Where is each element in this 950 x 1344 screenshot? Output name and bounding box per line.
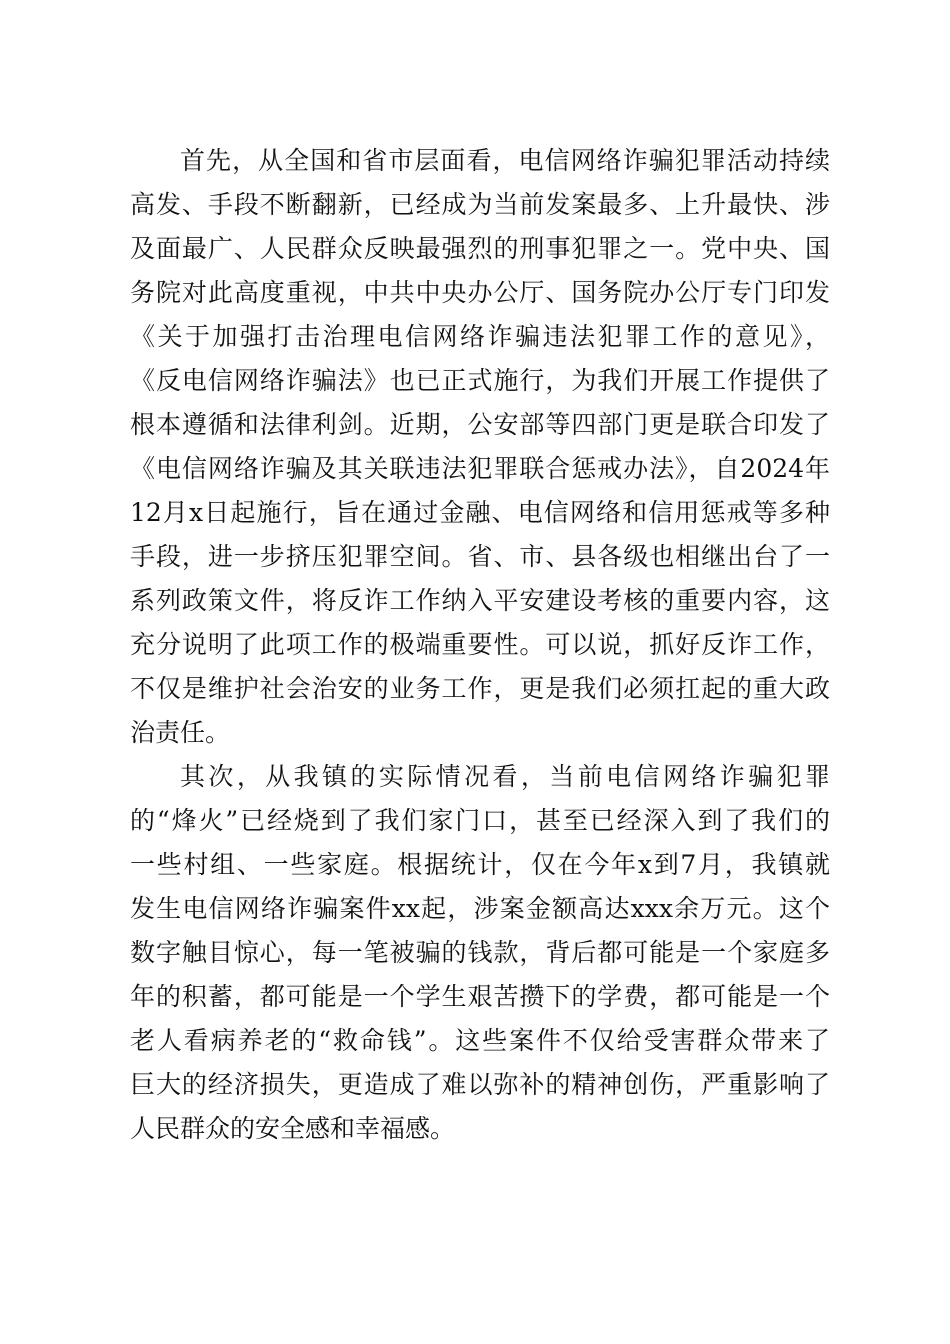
- paragraph-line: 的“烽火”已经烧到了我们家门口，甚至已经深入到了我们的: [130, 806, 830, 835]
- paragraph-line: 人民群众的安全感和幸福感。: [130, 1114, 456, 1143]
- paragraph-line: 不仅是维护社会治安的业务工作，更是我们必须扛起的重大政: [130, 674, 830, 703]
- paragraph-line: 首先，从全国和省市层面看，电信网络诈骗犯罪活动持续: [180, 146, 830, 175]
- paragraph-line: 年的积蓄，都可能是一个学生艰苦攒下的学费，都可能是一个: [130, 982, 830, 1011]
- paragraph-line: 数字触目惊心，每一笔被骗的钱款，背后都可能是一个家庭多: [130, 938, 830, 967]
- paragraph-line: 《关于加强打击治理电信网络诈骗违法犯罪工作的意见》，: [130, 322, 830, 351]
- paragraph-line: 一些村组、一些家庭。根据统计，仅在今年x到7月，我镇就: [130, 850, 830, 879]
- paragraph-line: 治责任。: [130, 718, 231, 747]
- paragraph-line: 根本遵循和法律利剑。近期，公安部等四部门更是联合印发了: [130, 410, 830, 439]
- paragraph-line: 系列政策文件，将反诈工作纳入平安建设考核的重要内容，这: [130, 586, 830, 615]
- paragraph-line: 《电信网络诈骗及其关联违法犯罪联合惩戒办法》，自2024年: [130, 454, 830, 483]
- paragraph-line: 巨大的经济损失，更造成了难以弥补的精神创伤，严重影响了: [130, 1070, 830, 1099]
- paragraph-line: 手段，进一步挤压犯罪空间。省、市、县各级也相继出台了一: [130, 542, 830, 571]
- paragraph-line: 充分说明了此项工作的极端重要性。可以说，抓好反诈工作，: [130, 630, 830, 659]
- paragraph-line: 老人看病养老的“救命钱”。这些案件不仅给受害群众带来了: [130, 1026, 830, 1055]
- paragraph-town-situation: [130, 755, 830, 1151]
- paragraph-line: 12月x日起施行，旨在通过金融、电信网络和信用惩戒等多种: [130, 498, 830, 527]
- paragraph-line: 发生电信网络诈骗案件xx起，涉案金额高达xxx余万元。这个: [130, 894, 830, 923]
- paragraph-line: 高发、手段不断翻新，已经成为当前发案最多、上升最快、涉: [130, 190, 830, 219]
- paragraph-line: 其次，从我镇的实际情况看，当前电信网络诈骗犯罪: [180, 762, 830, 791]
- paragraph-line: 《反电信网络诈骗法》也已正式施行，为我们开展工作提供了: [130, 366, 830, 395]
- paragraph-national-level: [130, 139, 830, 755]
- paragraph-line: 及面最广、人民群众反映最强烈的刑事犯罪之一。党中央、国: [130, 234, 830, 263]
- document-body: [130, 139, 830, 1151]
- paragraph-line: 务院对此高度重视，中共中央办公厅、国务院办公厅专门印发: [130, 278, 830, 307]
